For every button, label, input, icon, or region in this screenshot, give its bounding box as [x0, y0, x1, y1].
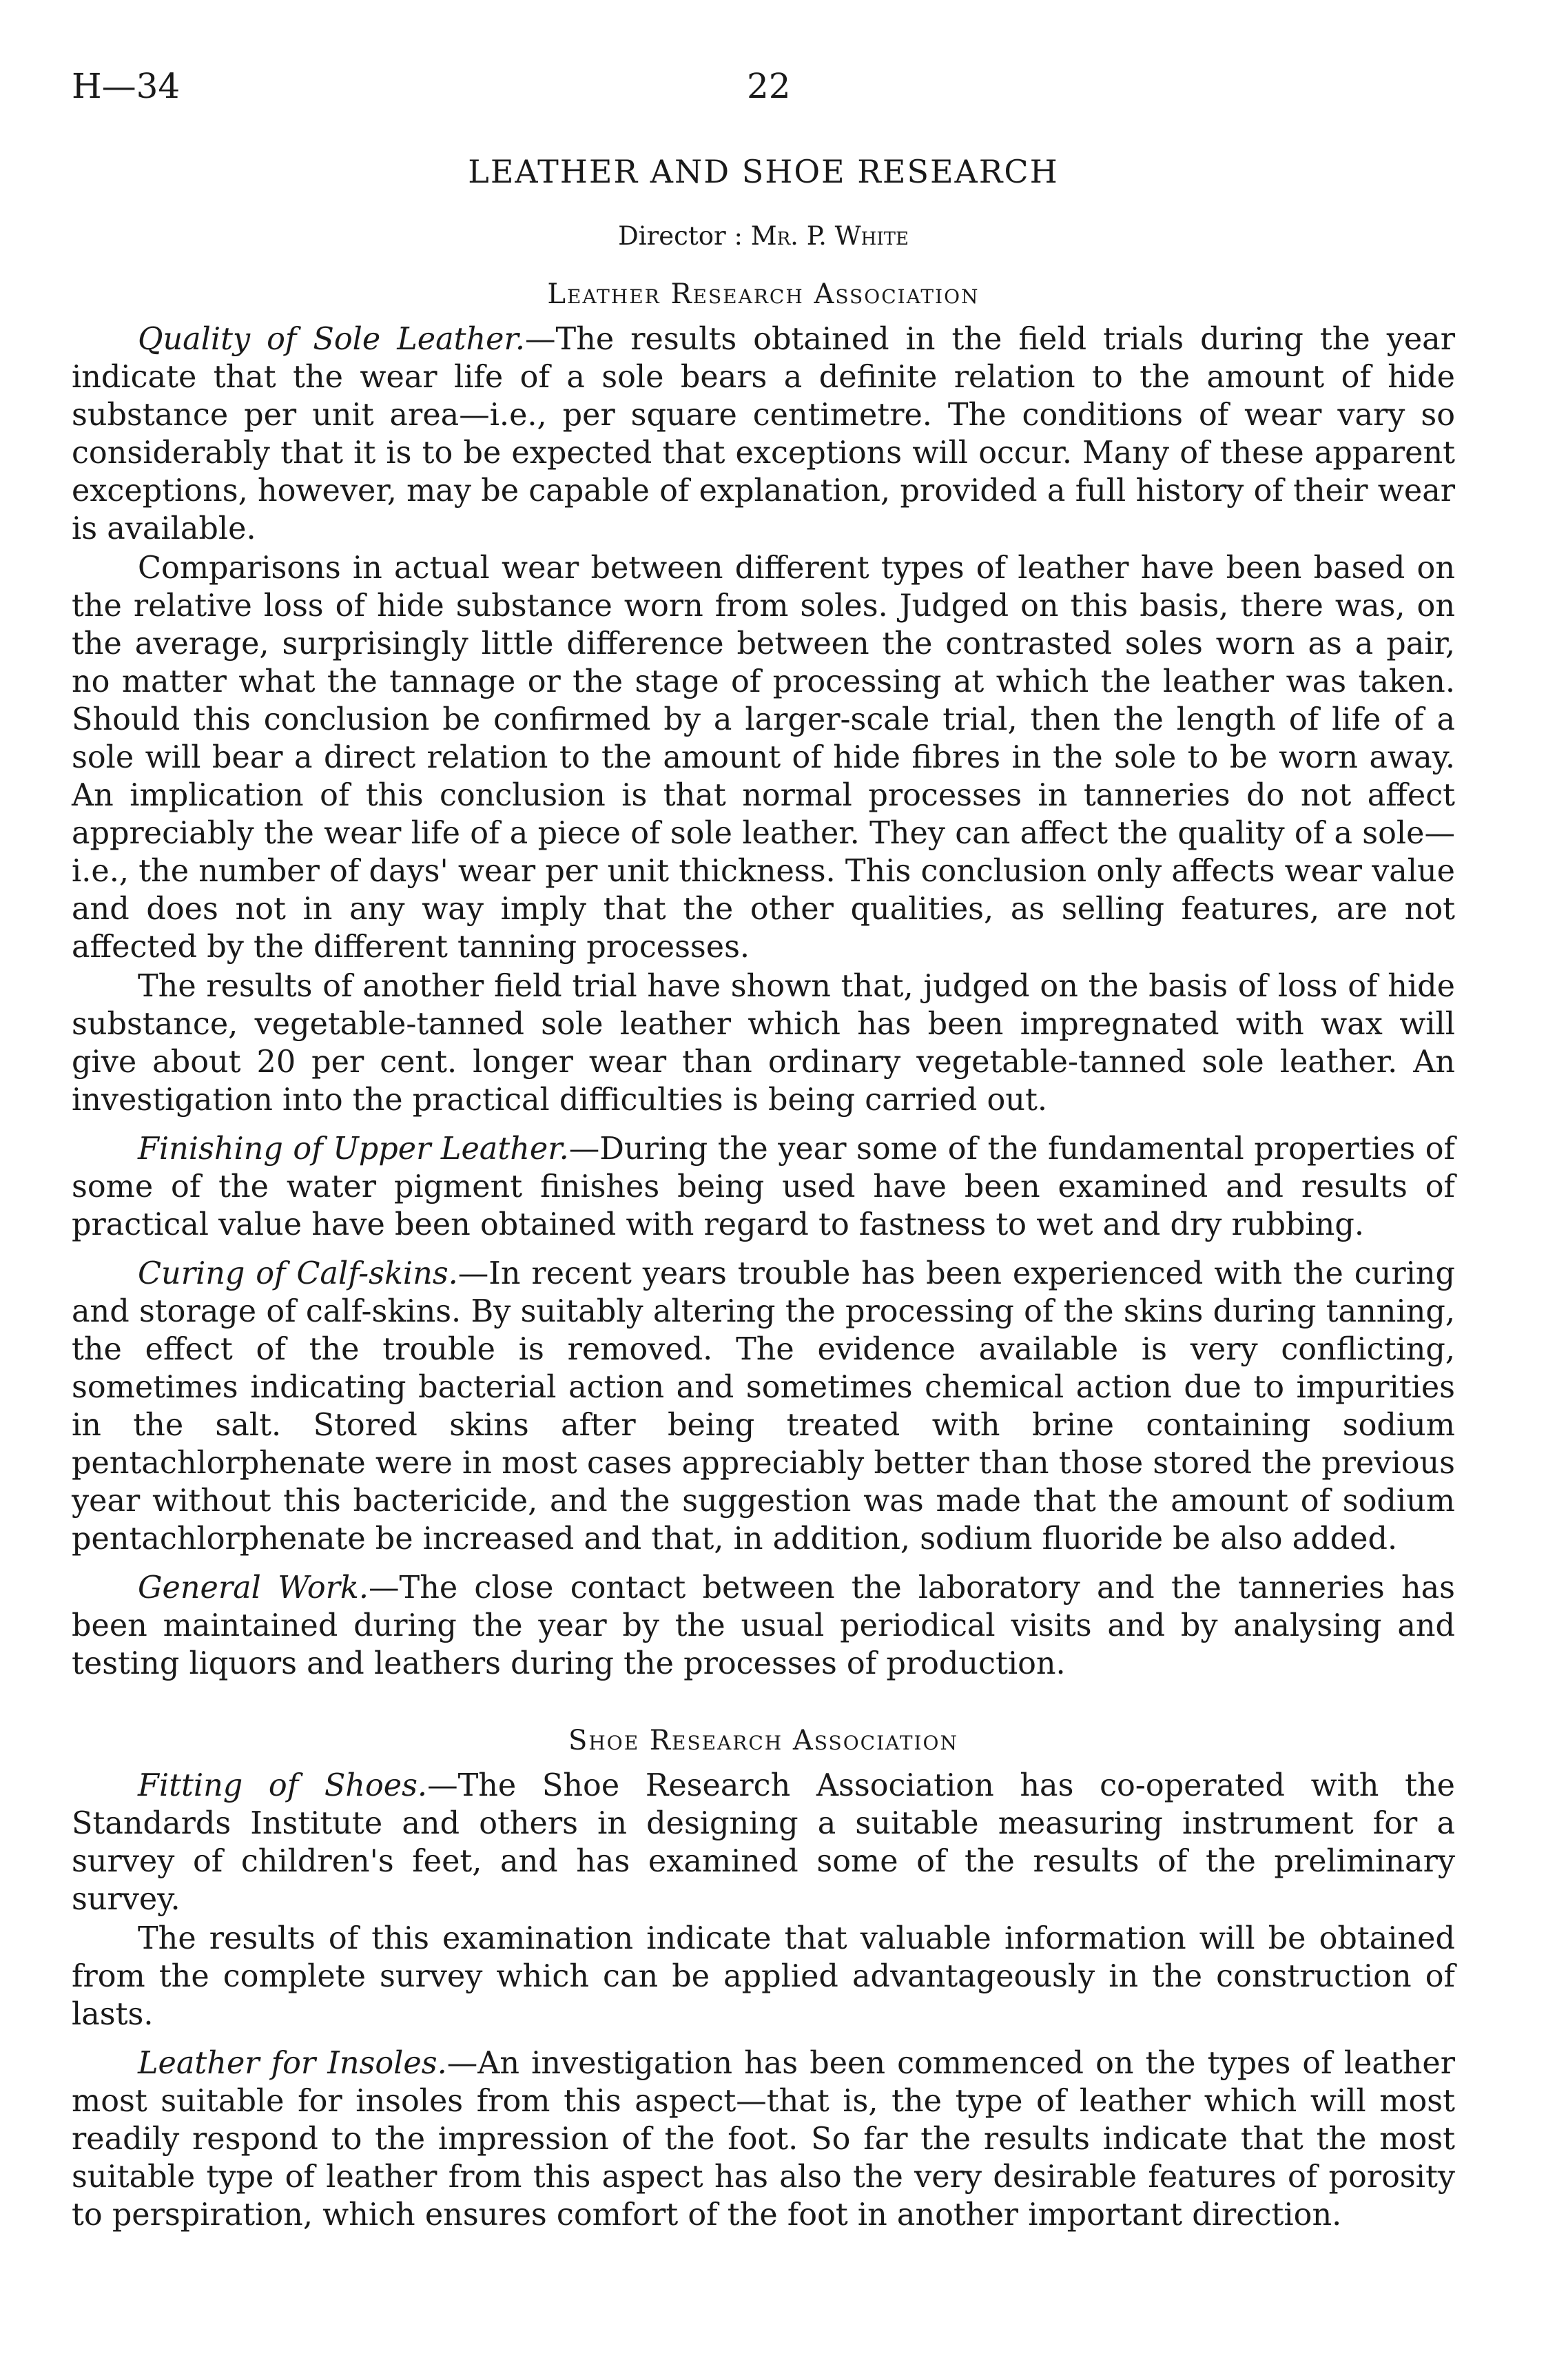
director-line: [72, 223, 1455, 249]
page-title: LEATHER AND SHOE RESEARCH: [468, 153, 1059, 190]
paragraph-lead: Leather for Insoles.: [138, 2046, 447, 2081]
paragraph-finishing-upper-leather: [72, 1130, 1455, 1244]
director-label: Director :: [618, 221, 743, 251]
document-page: [72, 66, 1455, 2234]
paragraph-text: —The results obtained in the field trials during the year indicate that the wear life of a sole bears a definite relation to the amount of hide substance per unit area—i.e., per square centimetre. The conditions of wear vary so considerably that it is to be expected that exceptions will occur. Many of these apparent exceptions, however, may be capable of explanation, provided a full history of their wear is available.: [72, 322, 1455, 546]
paragraph-quality-of-sole-leather: [72, 320, 1455, 548]
paragraph-text: —During the year some of the fundamental properties of some of the water pigment finishes being used have been examined and results of practical value have been obtained with regard to fastness to wet and dry rubbing.: [72, 1131, 1455, 1242]
paragraph-general-work: [72, 1569, 1455, 1683]
page-number: 22: [747, 66, 791, 106]
paragraph-lead: General Work.: [138, 1570, 369, 1606]
paragraph-survey-results: The results of this examination indicate that valuable information will be obtained from the complete survey which can be applied advantageously in the construction of lasts.: [72, 1921, 1455, 2032]
director-name: Mr. P. White: [750, 221, 909, 251]
paragraph-lead: Fitting of Shoes.: [138, 1768, 428, 1803]
paragraph-text: —In recent years trouble has been experienced with the curing and storage of calf-skins. By suitably altering the processing of the skins during tanning, the effect of the trouble is removed. The evidence available is very conflicting, sometimes indicating bacterial action and sometimes chemical action due to impurities in the salt. Stored skins after being treated with brine containing sodium pentachlorphenate were in most cases appreciably better than those stored the previous year without this bactericide, and the suggestion was made that the amount of sodium pentachlorphenate be increased and that, in addition, sodium fluoride be also added.: [72, 1256, 1455, 1557]
paragraph-curing-calf-skins: [72, 1255, 1455, 1558]
paragraph-lead: Quality of Sole Leather.: [138, 322, 526, 357]
paragraph-leather-for-insoles: [72, 2044, 1455, 2234]
paragraph-text: —The Shoe Research Association has co-operated with the Standards Institute and others in designing a suitable measuring instrument for a survey of children's feet, and has examined some of the results of the preliminary survey.: [72, 1768, 1455, 1917]
paragraph-comparisons: Comparisons in actual wear between different types of leather have been based on the relative loss of hide substance worn from soles. Judged on this basis, there was, on the average, surprisingly little difference between the contrasted soles worn as a pair, no matter what the tannage or the stage of processing at which the leather was taken. Should this conclusion be confirmed by a larger-scale trial, then the length of life of a sole will bear a direct relation to the amount of hide fibres in the sole to be worn away. An implication of this conclusion is that normal processes in tanneries do not affect appreciably the wear life of a piece of sole leather. They can affect the quality of a sole—i.e., the number of days' wear per unit thickness. This conclusion only affects wear value and does not in any way imply that the other qualities, as selling features, are not affected by the different tanning processes.: [72, 551, 1455, 965]
running-header: [72, 66, 1455, 128]
document-reference: H—34: [72, 66, 181, 106]
paragraph-text: —The close contact between the laboratory and the tanneries has been maintained during the year by the usual periodical visits and by analysing and testing liquors and leathers during the processes of production.: [72, 1570, 1455, 1681]
shoe-section-heading: Shoe Research Association: [568, 1725, 959, 1756]
leather-section-heading: Leather Research Association: [547, 278, 980, 310]
paragraph-lead: Curing of Calf-skins.: [138, 1256, 458, 1291]
paragraph-field-trial-wax: The results of another field trial have shown that, judged on the basis of loss of hide substance, vegetable-tanned sole leather which has been impregnated with wax will give about 20 per cent. longer wear than ordinary vegetable-tanned sole leather. An investigation into the practical difficulties is being carried out.: [72, 969, 1455, 1118]
paragraph-text: —An investigation has been commenced on the types of leather most suitable for insoles from this aspect—that is, the type of leather which will most readily respond to the impression of the foot. So far the results indicate that the most suitable type of leather from this aspect has also the very desirable features of porosity to perspiration, which ensures comfort of the foot in another important direction.: [72, 2046, 1455, 2233]
paragraph-fitting-of-shoes: [72, 1767, 1455, 1918]
paragraph-lead: Finishing of Upper Leather.: [138, 1131, 569, 1167]
